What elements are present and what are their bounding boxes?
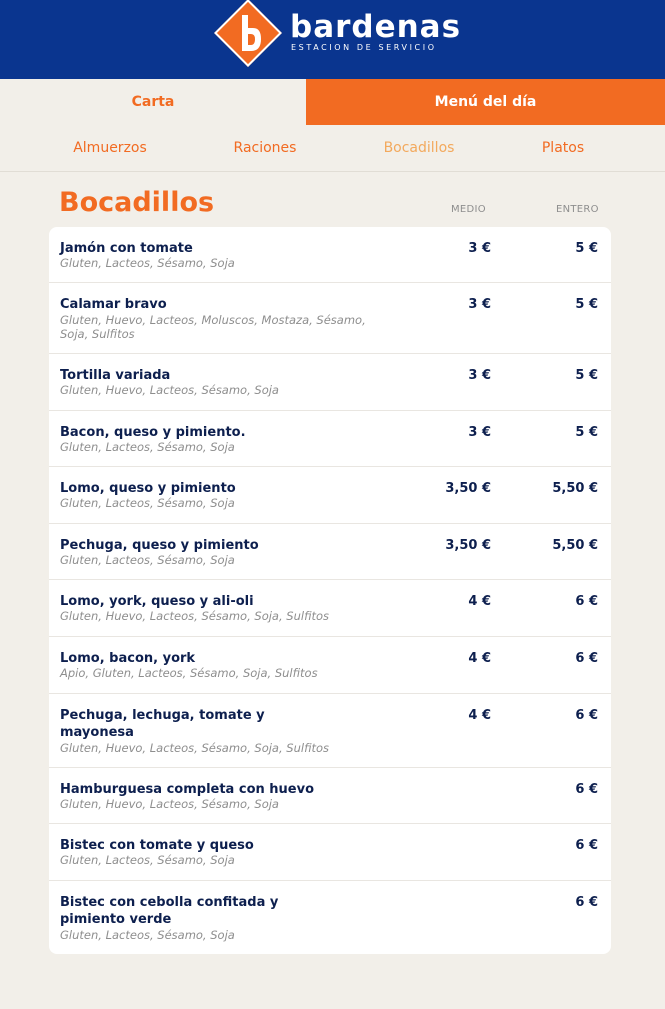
price-entero: 5 €	[575, 241, 598, 256]
menu-card	[49, 227, 611, 954]
item-allergens: Gluten, Huevo, Lacteos, Sésamo, Soja	[60, 797, 279, 811]
tab-menu-del-dia[interactable]: Menú del día	[306, 79, 665, 125]
item-allergens: Gluten, Huevo, Lacteos, Moluscos, Mostaza, Sésamo, Soja, Sulfitos	[60, 313, 366, 341]
item-name: Bistec con tomate y queso	[60, 838, 254, 853]
menu-item	[49, 824, 611, 881]
menu-item	[49, 881, 611, 954]
header	[0, 0, 665, 79]
item-name: Lomo, queso y pimiento	[60, 481, 236, 496]
price-entero: 5,50 €	[552, 538, 598, 553]
item-name: Pechuga, queso y pimiento	[60, 538, 259, 553]
price-medio: 4 €	[468, 708, 491, 723]
menu-item	[49, 354, 611, 411]
item-name: Hamburguesa completa con huevo	[60, 782, 315, 797]
price-entero: 6 €	[575, 708, 598, 723]
item-name: Lomo, york, queso y ali-oli	[60, 594, 254, 609]
price-entero: 6 €	[575, 838, 598, 853]
menu-item	[49, 283, 611, 354]
category-nav	[0, 125, 665, 172]
item-allergens: Apio, Gluten, Lacteos, Sésamo, Soja, Sulfitos	[60, 666, 318, 680]
price-medio: 3 €	[468, 297, 491, 312]
price-medio: 3,50 €	[445, 481, 491, 496]
price-entero: 5,50 €	[552, 481, 598, 496]
item-name: Bacon, queso y pimiento.	[60, 425, 246, 440]
price-medio: 4 €	[468, 651, 491, 666]
price-medio: 4 €	[468, 594, 491, 609]
menu-item	[49, 524, 611, 580]
item-allergens: Gluten, Lacteos, Sésamo, Soja	[60, 440, 235, 454]
price-medio: 3,50 €	[445, 538, 491, 553]
subnav-raciones[interactable]: Raciones	[233, 140, 297, 156]
column-header-medio: MEDIO	[451, 204, 486, 215]
price-medio: 3 €	[468, 241, 491, 256]
item-allergens: Gluten, Lacteos, Sésamo, Soja	[60, 256, 235, 270]
menu-item	[49, 467, 611, 524]
b-glyph-icon	[239, 13, 263, 53]
subnav-almuerzos[interactable]: Almuerzos	[73, 140, 147, 156]
menu-item	[49, 580, 611, 637]
price-entero: 5 €	[575, 297, 598, 312]
menu-item	[49, 637, 611, 694]
price-medio: 3 €	[468, 425, 491, 440]
subnav-platos[interactable]: Platos	[541, 140, 585, 156]
column-header-entero: ENTERO	[556, 204, 599, 215]
item-allergens: Gluten, Lacteos, Sésamo, Soja	[60, 496, 235, 510]
item-name: Bistec con cebolla confitada y pimiento verde	[60, 895, 279, 927]
price-entero: 5 €	[575, 425, 598, 440]
item-allergens: Gluten, Huevo, Lacteos, Sésamo, Soja, Sulfitos	[60, 741, 330, 755]
price-entero: 6 €	[575, 895, 598, 910]
main-tabs	[0, 79, 665, 125]
section-title: Bocadillos	[59, 187, 215, 218]
item-allergens: Gluten, Lacteos, Sésamo, Soja	[60, 928, 235, 942]
item-name: Lomo, bacon, york	[60, 651, 196, 666]
price-entero: 6 €	[575, 782, 598, 797]
item-allergens: Gluten, Lacteos, Sésamo, Soja	[60, 553, 235, 567]
item-allergens: Gluten, Lacteos, Sésamo, Soja	[60, 853, 235, 867]
item-allergens: Gluten, Huevo, Lacteos, Sésamo, Soja, Sulfitos	[60, 609, 330, 623]
price-medio: 3 €	[468, 368, 491, 383]
menu-item	[49, 694, 611, 768]
price-entero: 6 €	[575, 594, 598, 609]
brand-logo[interactable]	[220, 5, 462, 69]
menu-item	[49, 768, 611, 824]
menu-item	[49, 227, 611, 283]
item-allergens: Gluten, Huevo, Lacteos, Sésamo, Soja	[60, 383, 279, 397]
item-name: Jamón con tomate	[60, 241, 193, 256]
subnav-bocadillos[interactable]: Bocadillos	[383, 140, 455, 156]
item-name: Pechuga, lechuga, tomate y mayonesa	[60, 708, 265, 740]
price-entero: 6 €	[575, 651, 598, 666]
item-name: Calamar bravo	[60, 297, 167, 312]
price-entero: 5 €	[575, 368, 598, 383]
tab-carta[interactable]: Carta	[0, 79, 306, 125]
brand-subtitle: ESTACION DE SERVICIO	[291, 43, 437, 52]
brand-name: bardenas	[290, 9, 462, 45]
menu-item	[49, 411, 611, 467]
item-name: Tortilla variada	[60, 368, 171, 383]
